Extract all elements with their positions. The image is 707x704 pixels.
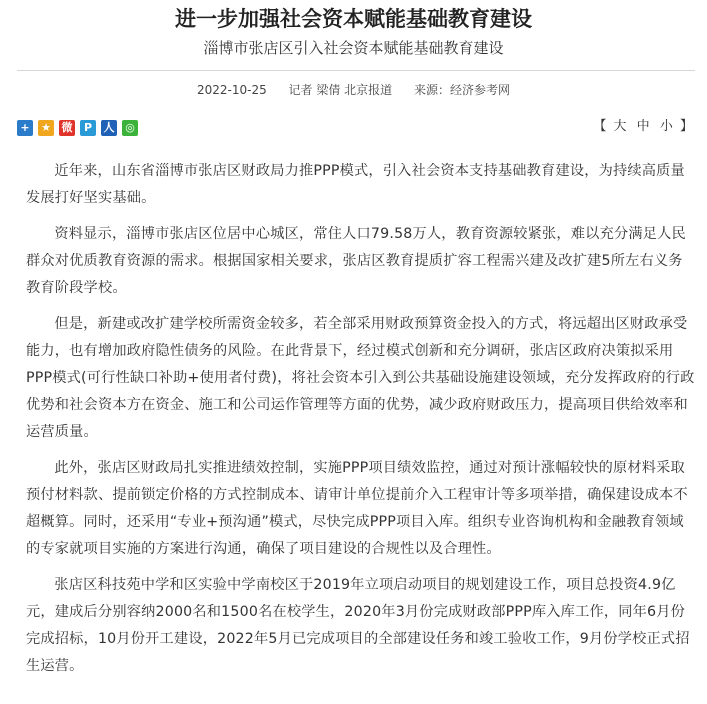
source-label: 来源：经济参考网 <box>414 83 511 97</box>
share-toolbar <box>17 120 138 138</box>
font-size-medium-button[interactable]: 中 <box>636 119 650 134</box>
article-paragraph: 近年来，山东省淄博市张店区财政局力推PPP模式，引入社会资本支持基础教育建设，为持续高质量发展打好坚实基础。 <box>26 163 685 206</box>
header-divider <box>17 70 695 71</box>
font-size-large-button[interactable]: 大 <box>613 119 627 134</box>
weibo-share-icon[interactable]: 微 <box>59 120 75 136</box>
tencent-share-icon[interactable]: P <box>80 120 96 136</box>
article-paragraph: 但是，新建或改扩建学校所需资金较多，若全部采用财政预算资金投入的方式，将远超出区财政承受能力，也有增加政府隐性债务的风险。在此背景下，经过模式创新和充分调研，张店区政府决策拟采用PPP模式(可行性缺口补助+使用者付费)，将社会资本引入到公共基础设施建设领域，充分发挥政府的行政优势和社会资本方在资金、施工和公司运作管理等方面的优势，减少政府财政压力，提高项目供给效率和运营质量。 <box>26 316 695 440</box>
font-size-bracket-open: 【 <box>593 119 607 134</box>
renren-share-icon[interactable]: 人 <box>101 120 117 136</box>
article-title: 进一步加强社会资本赋能基础教育建设 <box>175 7 532 31</box>
wechat-share-icon[interactable]: ◎ <box>122 120 138 136</box>
font-size-small-button[interactable]: 小 <box>659 119 673 134</box>
publish-date: 2022-10-25 <box>196 83 267 97</box>
reporter-byline: 记者 梁倩 北京报道 <box>288 83 393 97</box>
article-meta <box>0 81 707 99</box>
add-share-icon[interactable]: + <box>17 120 33 136</box>
qzone-share-icon[interactable]: ★ <box>38 120 54 136</box>
font-size-bracket-close: 】 <box>679 119 693 134</box>
font-size-switcher <box>593 118 693 136</box>
article-subtitle: 淄博市张店区引入社会资本赋能基础教育建设 <box>203 39 504 57</box>
article-paragraph: 此外，张店区财政局扎实推进绩效控制，实施PPP项目绩效监控，通过对预计涨幅较快的原材料采取预付材料款、提前锁定价格的方式控制成本、请审计单位提前介入工程审计等多项举措，确保建设成本不超概算。同时，还采用“专业+预沟通”模式，尽快完成PPP项目入库。组织专业咨询机构和金融教育领域的专家就项目实施的方案进行沟通，确保了项目建设的合规性以及合理性。 <box>26 460 688 557</box>
article-body <box>26 158 696 689</box>
article-paragraph: 资料显示，淄博市张店区位居中心城区，常住人口79.58万人，教育资源较紧张，难以充分满足人民群众对优质教育资源的需求。根据国家相关要求，张店区教育提质扩容工程需兴建及改扩建5所左右义务教育阶段学校。 <box>26 226 686 296</box>
article-paragraph: 张店区科技苑中学和区实验中学南校区于2019年立项启动项目的规划建设工作，项目总投资4.9亿元，建成后分别容纳2000名和1500名在校学生，2020年3月份完成财政部PPP库入库工作，同年6月份完成招标，10月份开工建设，2022年5月已完成项目的全部建设任务和竣工验收工作，9月份学校正式招生运营。 <box>26 577 690 674</box>
